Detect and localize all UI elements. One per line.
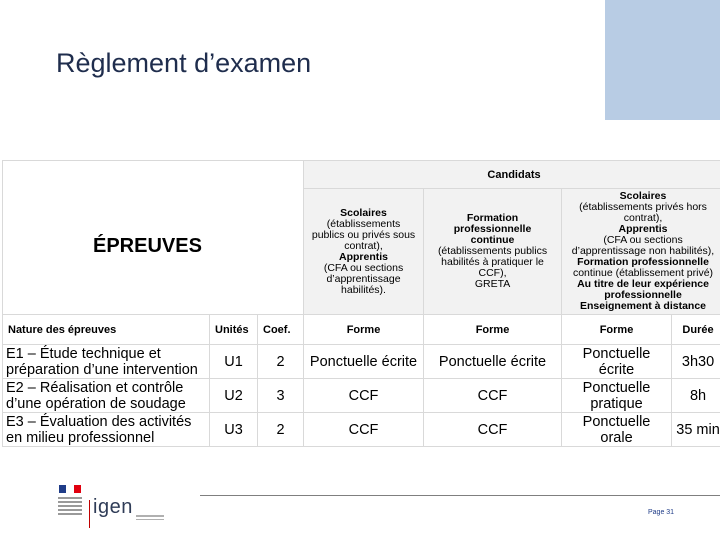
candidate-line: (CFA ou sections [603,234,683,246]
candidate-line: habilités à pratiquer le [441,256,544,268]
candidate-line: (établissements [326,217,401,230]
candidate-line: (établissements publics [437,245,548,257]
candidate-line: professionnelle [604,289,682,301]
header-nature: Nature des épreuves [3,315,210,345]
table-row [3,379,720,413]
row-forme-2: CCF [424,413,562,447]
flag-stripe-blue [59,485,66,493]
candidate-line: habilités). [341,283,386,296]
candidats-heading: Candidats [304,161,720,189]
candidate-line: professionnelle [453,223,532,235]
table-row [3,345,720,379]
candidate-line: (établissements privés hors [579,201,707,213]
candidate-line: GRETA [474,278,511,290]
igen-subtitle-lines [136,515,164,522]
row-forme-2: Ponctuelle écrite [424,345,562,379]
flag-icon [59,485,81,493]
row-nature-line: d’une opération de soudage [6,395,186,412]
header-duree: Durée [672,315,720,345]
row-unite: U1 [210,345,258,379]
candidate-line: continue (établissement privé) [572,267,714,279]
row-coef: 2 [258,345,304,379]
header-unites: Unités [210,315,258,345]
candidate-line: Formation [466,212,519,224]
candidate-line: publics ou privés sous [311,228,416,241]
candidate-group-2 [424,189,562,315]
header-forme-1: Forme [304,315,424,345]
candidate-line: continue [470,234,515,246]
slide-title: Règlement d’examen [56,48,312,78]
row-forme-2: CCF [424,379,562,413]
row-unite: U2 [210,379,258,413]
row-nature-line: E1 – Étude technique et [6,345,161,362]
row-nature [3,345,210,379]
page-number: Page 31 [648,509,675,516]
row-nature-line: préparation d’une intervention [6,361,198,378]
republique-logo [54,485,86,531]
candidate-line: d’apprentissage non habilités), [571,245,715,257]
candidate-line: d’apprentissage [326,272,401,285]
row-duree: 8h [672,379,720,413]
candidate-line: contrat), [623,212,663,224]
row-unite: U3 [210,413,258,447]
candidate-group-3 [562,189,720,315]
row-forme-3-line: écrite [598,361,635,378]
row-nature-line: E2 – Réalisation et contrôle [6,379,184,396]
row-duree: 3h30 [672,345,720,379]
row-forme-1: CCF [304,379,424,413]
flag-stripe-white [66,485,73,493]
candidate-line: Scolaires [619,190,667,202]
candidate-line: Apprentis [339,250,389,263]
candidate-line: Au titre de leur expérience [577,278,709,290]
row-forme-3-line: Ponctuelle [582,345,651,362]
row-coef: 3 [258,379,304,413]
row-forme-3-line: orale [600,429,633,446]
candidate-line: (CFA ou sections [323,261,404,274]
candidate-line: Apprentis [618,223,668,235]
row-forme-1: CCF [304,413,424,447]
row-forme-3 [562,379,672,413]
header-forme-3: Forme [562,315,672,345]
row-forme-3-line: Ponctuelle [582,413,651,430]
candidate-line: Enseignement à distance [579,300,707,312]
row-coef: 2 [258,413,304,447]
table-row [3,413,720,447]
epreuves-heading: ÉPREUVES [3,161,304,315]
header-forme-2: Forme [424,315,562,345]
candidate-line: Formation professionnelle [577,256,709,268]
row-forme-1: Ponctuelle écrite [304,345,424,379]
row-nature [3,379,210,413]
row-forme-3-line: Ponctuelle [582,379,651,396]
candidate-line: contrat), [344,239,383,252]
candidate-group-1 [304,189,424,315]
row-forme-3 [562,413,672,447]
flag-stripe-red [74,485,81,493]
row-nature-line: E3 – Évaluation des activités [6,413,192,430]
igen-logo: igen [93,496,133,518]
row-forme-3-line: pratique [590,395,643,412]
footer-divider [200,495,720,496]
row-nature [3,413,210,447]
row-nature-line: en milieu professionnel [6,429,155,446]
row-forme-3 [562,345,672,379]
logo-separator [89,500,90,528]
header-coef: Coef. [258,315,304,345]
exam-table [2,160,720,447]
candidate-line: CCF), [478,267,507,279]
row-duree: 35 min [672,413,720,447]
ministry-text-lines [54,497,86,515]
candidate-line: Scolaires [340,206,387,219]
